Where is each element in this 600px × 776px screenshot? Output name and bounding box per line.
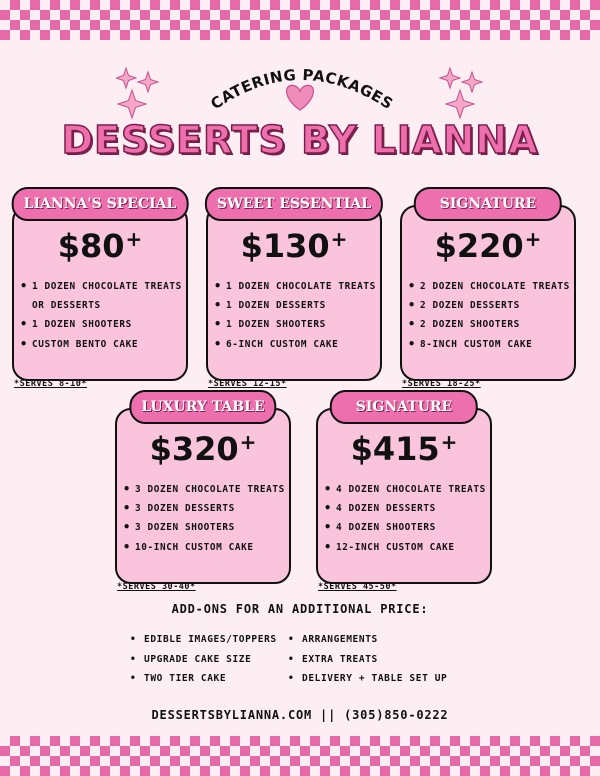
package-price: $130+ [240,227,348,265]
list-item: • 1 DOZEN CHOCOLATE TREATS [20,277,196,296]
list-item: • 12-INCH CUSTOM CAKE [324,538,500,557]
list-item: • 3 DOZEN DESSERTS [123,499,299,518]
serves-note: *SERVES 12-15* [208,379,287,389]
package-price: $220+ [434,227,542,265]
package-label: SIGNATURE [330,390,478,424]
package-price: $415+ [350,430,458,468]
serves-note: *SERVES 45-50* [318,582,397,592]
package-card-signature-2 [316,399,492,592]
page-title: DESSERTS BY LIANNA [61,118,539,162]
heart-icon [287,85,314,110]
addons-list-left [130,630,277,689]
list-item: • UPGRADE CAKE SIZE [130,650,277,670]
list-item: • DELIVERY + TABLE SET UP [288,669,447,689]
list-item: • 1 DOZEN CHOCOLATE TREATS [214,277,390,296]
package-items [214,277,390,354]
list-item: • ARRANGEMENTS [288,630,447,650]
footer-contact: DESSERTSBYLIANNA.COM || (305)850-0222 [151,708,449,722]
package-label: LIANNA'S SPECIAL [12,187,189,221]
checkered-border-bottom [0,736,600,776]
list-item: • 1 DOZEN SHOOTERS [214,315,390,334]
list-item: • 4 DOZEN SHOOTERS [324,518,500,537]
list-item: • 2 DOZEN SHOOTERS [408,315,584,334]
package-items [324,480,500,557]
checkered-border-top [0,0,600,40]
package-card-sweet-essential [206,196,382,389]
package-items [123,480,299,557]
list-item: • 8-INCH CUSTOM CAKE [408,335,584,354]
subtitle-arc [0,52,600,122]
list-item: • 6-INCH CUSTOM CAKE [214,335,390,354]
list-item: • 1 DOZEN SHOOTERS [20,315,196,334]
list-item: • 2 DOZEN DESSERTS [408,296,584,315]
package-items [408,277,584,354]
serves-note: *SERVES 8-10* [14,379,88,389]
list-item: • 10-INCH CUSTOM CAKE [123,538,299,557]
package-price: $320+ [149,430,257,468]
list-item: • 3 DOZEN CHOCOLATE TREATS [123,480,299,499]
list-item: • EXTRA TREATS [288,650,447,670]
list-item: • 3 DOZEN SHOOTERS [123,518,299,537]
list-item: • 4 DOZEN CHOCOLATE TREATS [324,480,500,499]
package-card-luxury-table [115,399,291,592]
serves-note: *SERVES 30-40* [117,582,196,592]
list-item: • CUSTOM BENTO CAKE [20,335,196,354]
list-item: • TWO TIER CAKE [130,669,277,689]
package-label: LUXURY TABLE [129,390,276,424]
list-item: OR DESSERTS [32,300,101,312]
package-label: SWEET ESSENTIAL [205,187,383,221]
addons-list-right [288,630,447,689]
package-price: $80+ [57,227,143,265]
package-card-liannas-special [12,196,188,389]
package-card-signature [400,196,576,389]
package-label: SIGNATURE [414,187,562,221]
list-item: • EDIBLE IMAGES/TOPPERS [130,630,277,650]
list-item: • 1 DOZEN DESSERTS [214,296,390,315]
package-items [20,277,196,354]
list-item: • 2 DOZEN CHOCOLATE TREATS [408,277,584,296]
serves-note: *SERVES 18-25* [402,379,481,389]
list-item: • 4 DOZEN DESSERTS [324,499,500,518]
subtitle-text: CATERING PACKAGES [207,65,397,114]
addons-title: ADD-ONS FOR AN ADDITIONAL PRICE: [171,602,429,616]
